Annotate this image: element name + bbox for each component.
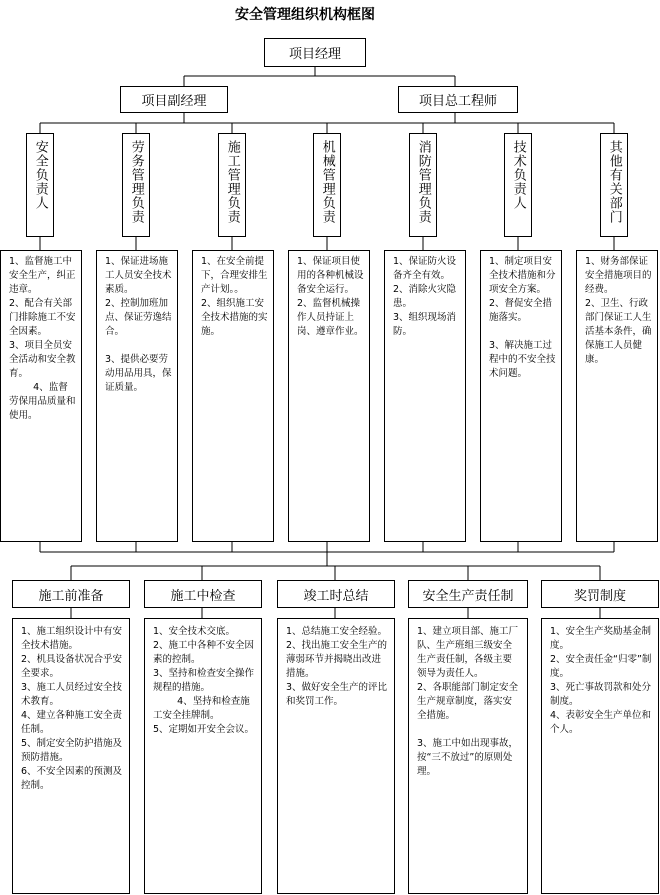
role-header-construction [218,133,246,237]
role-header-other [600,133,628,237]
bottom-header-responsibility [408,580,528,608]
bottom-header-rewards [541,580,659,608]
bottom-label: 竣工时总结 [303,588,369,604]
role-label: 消防管理负责 [415,140,431,224]
bottom-label: 施工前准备 [38,588,104,604]
role-label: 机械管理负责 [319,140,335,224]
role-label: 劳务管理负责 [128,140,144,224]
role-desc-technical: 1、制定项目安全技术措施和分项安全方案。 2、督促安全措施落实。 3、解决施工过程中的不安全技术问题。 [480,250,562,542]
bottom-header-preparation [12,580,130,608]
bottom-label: 奖罚制度 [573,588,626,604]
role-label: 安全负责人 [32,140,48,210]
bottom-desc-rewards: 1、安全生产奖励基金制度。 2、安全责任金“归零”制度。 3、死亡事故罚款和处分制度。 4、表彰安全生产单位和个人。 [541,618,659,894]
role-desc-labor: 1、保证进场施工人员安全技术素质。 2、控制加班加点、保证劳逸结合。 3、提供必要劳动用品用具，保证质量。 [96,250,178,542]
bottom-desc-responsibility: 1、建立项目部、施工厂队、生产班组三级安全生产责任制，各级主要领导为责任人。 2、各职能部门制定安全生产规章制度，落实安全措施。 3、施工中如出现事故，按“三不放过”的原则处理。 [408,618,528,894]
project-manager-label: 项目经理 [288,47,341,62]
bottom-header-summary [277,580,395,608]
deputy-manager-box [120,86,228,113]
role-desc-fire: 1、保证防火设备齐全有效。 2、消除火灾隐患。 3、组织现场消防。 [384,250,466,542]
bottom-desc-inspection: 1、安全技术交底。 2、施工中各种不安全因素的控制。 3、坚持和检查安全操作规程的措施。 4、坚持和检查施工安全挂牌制。 5、定期如开安全会议。 [144,618,262,894]
role-label: 施工管理负责 [224,140,240,224]
bottom-desc-preparation: 1、施工组织设计中有安全技术措施。 2、机具设备状况合乎安全要求。 3、施工人员经过安全技术教育。 4、建立各种施工安全责任制。 5、制定安全防护措施及预防措施。 6、不安全因素的预测及控制。 [12,618,130,894]
bottom-desc-summary: 1、总结施工安全经验。 2、找出施工安全生产的薄弱环节并揭晓出改进措施。 3、做好安全生产的评比和奖罚工作。 [277,618,395,894]
role-header-safety [26,133,54,237]
role-header-technical [504,133,532,237]
role-desc-other: 1、财务部保证安全措施项目的经费。 2、卫生、行政部门保证工人生活基本条件，确保施工人员健康。 [576,250,658,542]
bottom-label: 安全生产责任制 [422,588,514,604]
role-desc-construction: 1、在安全前提下，合理安排生产计划。。 2、组织施工安全技术措施的实施。 [192,250,274,542]
role-header-fire [409,133,437,237]
role-header-machinery [313,133,341,237]
role-desc-machinery: 1、保证项目使用的各种机械设备安全运行。 2、监督机械操作人员持证上岗、遵章作业。 [288,250,370,542]
bottom-label: 施工中检查 [170,588,236,604]
chief-engineer-box [398,86,518,113]
role-label: 技术负责人 [510,140,526,210]
diagram-title: 安全管理组织机构框图 [235,7,375,23]
role-label: 其他有关部门 [606,140,622,224]
deputy-manager-label: 项目副经理 [141,94,207,109]
chief-engineer-label: 项目总工程师 [418,94,497,109]
bottom-header-inspection [144,580,262,608]
project-manager-box [264,38,366,67]
role-desc-safety: 1、监督施工中安全生产，纠正违章。 2、配合有关部门排除施工不安全因素。 3、项目全员安全活动和安全教育。 4、监督劳保用品质量和使用。 [0,250,82,542]
role-header-labor [122,133,150,237]
